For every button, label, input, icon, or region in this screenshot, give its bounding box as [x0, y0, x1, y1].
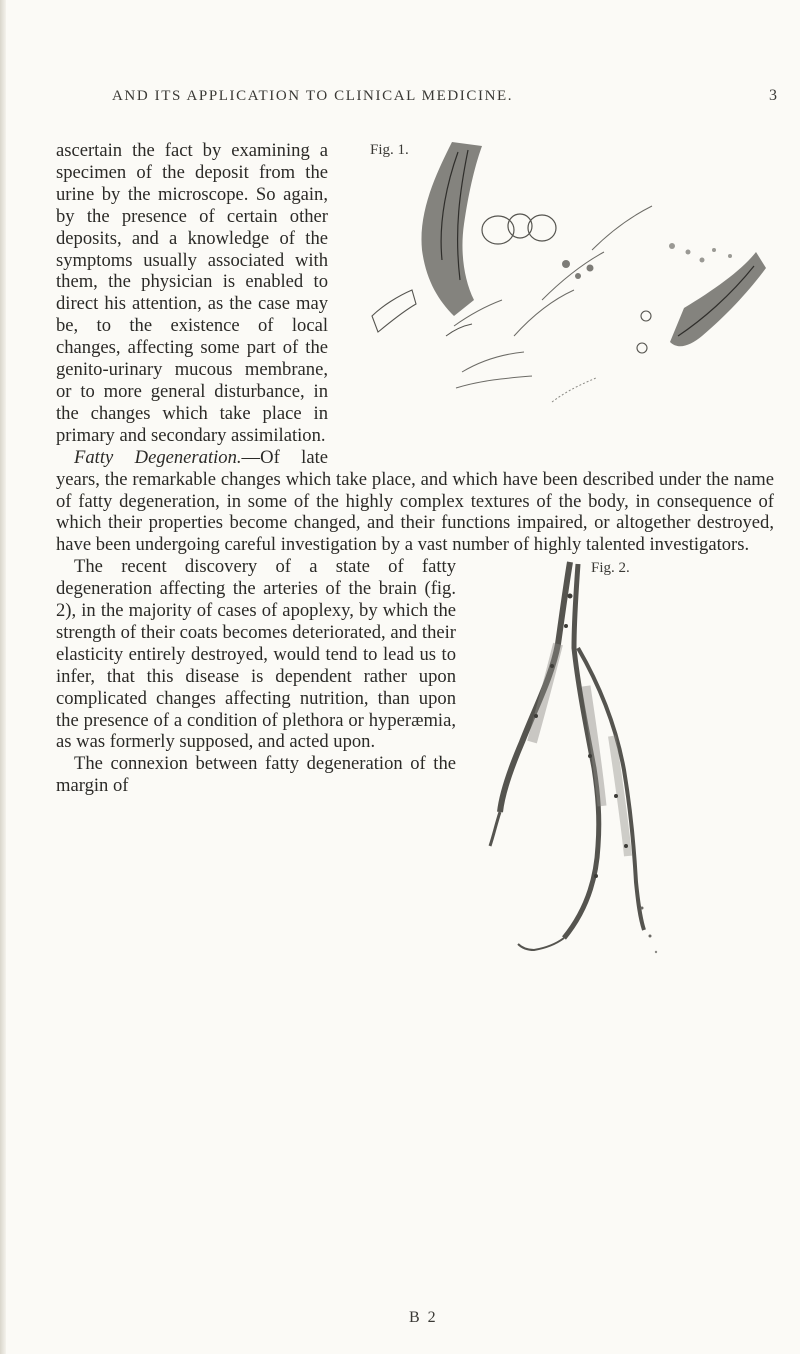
figure-1-label: Fig. 1.	[370, 142, 409, 158]
signature-mark: B 2	[409, 1309, 438, 1326]
running-head	[0, 88, 800, 112]
section-heading: Fatty Degeneration.	[74, 446, 242, 468]
paragraph-2-text: —Of late years, the remarkable changes which take place, and which have been described under the name of fatty degeneration, in some of the highly complex textures of the body, in consequence of which their properties become changed, and their functions impaired, or altogether destroyed, have been undergoing careful investigation by a vast number of highly talented investigators.	[56, 446, 774, 556]
page-edge	[0, 0, 6, 1354]
figure-1	[342, 140, 774, 448]
paragraph-3: The recent discovery of a state of fatty degeneration affecting the arteries of the brain (fig. 2), in the majority of cases of apoplexy, by which the strength of their coats becomes deteriorated, and their elasticity entirely destroyed, would tend to lead us to infer, that this disease is dependent rather upon complicated changes affecting nutrition, than upon the presence of a condition of plethora or hyperæmia, as was formerly supposed, and acted upon.	[56, 556, 456, 753]
body-text	[56, 140, 774, 976]
figure-2-label: Fig. 2.	[591, 560, 630, 577]
page-number: 3	[769, 87, 777, 104]
figure-2	[466, 556, 774, 976]
paragraph-1: ascertain the fact by examining a specimen of the deposit from the urine by the microscope. So again, by the presence of certain other deposits, and a knowledge of the symptoms usually associated with them, the physician is enabled to direct his attention, as the case may be, to the existence of local changes, affecting some part of the genito-urinary mucous membrane, or to more general disturbance, in the changes which take place in primary and secondary assimilation.	[56, 140, 328, 446]
paragraph-2	[56, 447, 774, 557]
running-title: AND ITS APPLICATION TO CLINICAL MEDICINE.	[112, 88, 514, 104]
figure-2-illustration	[466, 556, 774, 976]
paragraph-4: The connexion between fatty degeneration of the margin of	[56, 753, 456, 797]
figure-1-illustration	[342, 140, 774, 448]
